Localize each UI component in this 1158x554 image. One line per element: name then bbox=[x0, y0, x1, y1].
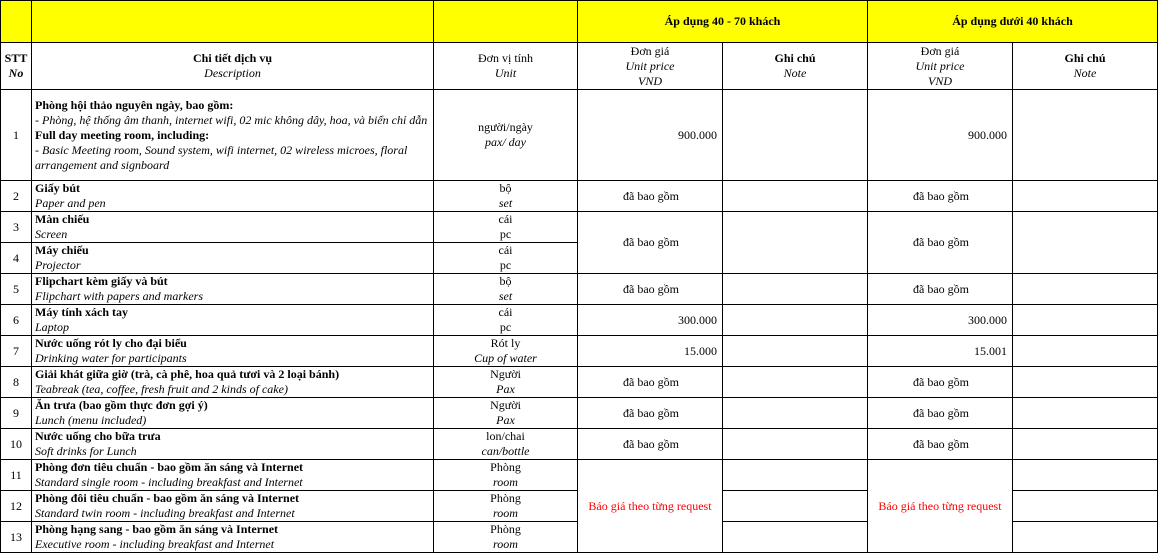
unit-en: set bbox=[498, 289, 513, 303]
row-unit bbox=[434, 460, 578, 491]
note-group2 bbox=[1013, 367, 1158, 398]
row-no: 5 bbox=[1, 274, 32, 305]
unit-vi: cái bbox=[498, 305, 513, 319]
col-desc-vi: Chi tiết dịch vụ bbox=[192, 51, 272, 65]
desc-title: Giấy bút bbox=[35, 181, 81, 195]
desc-sub-en-2: arrangement and signboard bbox=[35, 157, 170, 172]
request-quote-group1: Báo giá theo từng request bbox=[578, 460, 723, 553]
unit-en: pc bbox=[499, 227, 512, 241]
unit-en: can/bottle bbox=[481, 444, 530, 458]
col-price2-header bbox=[868, 43, 1013, 90]
desc-sub: Soft drinks for Lunch bbox=[35, 444, 137, 458]
note-group2 bbox=[1013, 336, 1158, 367]
row-no: 6 bbox=[1, 305, 32, 336]
desc-title: Máy tính xách tay bbox=[35, 305, 128, 319]
price-group2: 300.000 bbox=[868, 305, 1013, 336]
note-group2 bbox=[1013, 429, 1158, 460]
unit-en: pax/ day bbox=[485, 135, 526, 149]
unit-vi: cái bbox=[498, 243, 513, 257]
col-price1-cur: VND bbox=[638, 73, 662, 88]
price-group2: 900.000 bbox=[868, 90, 1013, 181]
table-row bbox=[1, 181, 1158, 212]
row-description bbox=[32, 429, 434, 460]
unit-vi: Rót ly bbox=[490, 336, 521, 350]
table-row bbox=[1, 336, 1158, 367]
row-unit bbox=[434, 398, 578, 429]
row-description bbox=[32, 212, 434, 243]
unit-vi: Phòng bbox=[490, 491, 521, 505]
col-note1-header bbox=[723, 43, 868, 90]
note-group1 bbox=[723, 90, 868, 181]
row-unit bbox=[434, 181, 578, 212]
note-group2 bbox=[1013, 181, 1158, 212]
col-price2-cur: VND bbox=[928, 73, 952, 88]
table-row bbox=[1, 305, 1158, 336]
desc-sub: Flipchart with papers and markers bbox=[35, 289, 203, 303]
table-row bbox=[1, 429, 1158, 460]
row-unit bbox=[434, 491, 578, 522]
row-no: 10 bbox=[1, 429, 32, 460]
note-group1 bbox=[723, 274, 868, 305]
desc-title: Flipchart kèm giấy và bút bbox=[35, 274, 168, 288]
row-description bbox=[32, 398, 434, 429]
row-description bbox=[32, 336, 434, 367]
header-blank-desc bbox=[32, 1, 434, 43]
col-note1-en: Note bbox=[783, 66, 807, 80]
row-unit bbox=[434, 212, 578, 243]
table-row bbox=[1, 274, 1158, 305]
note-group1 bbox=[723, 336, 868, 367]
col-price1-vi: Đơn giá bbox=[630, 43, 670, 58]
col-unit-en: Unit bbox=[494, 66, 517, 80]
desc-title: Ăn trưa (bao gồm thực đơn gợi ý) bbox=[35, 398, 208, 412]
desc-sub: Projector bbox=[35, 258, 81, 272]
note-group1 bbox=[723, 181, 868, 212]
col-price1-header bbox=[578, 43, 723, 90]
price-group1: 900.000 bbox=[578, 90, 723, 181]
desc-title-en: Full day meeting room, including: bbox=[35, 127, 210, 142]
price-group2: 15.001 bbox=[868, 336, 1013, 367]
note-group1-merged bbox=[723, 212, 868, 274]
note-group1 bbox=[723, 305, 868, 336]
unit-vi: Người bbox=[490, 398, 521, 412]
price-group2: đã bao gồm bbox=[868, 429, 1013, 460]
unit-en: Pax bbox=[496, 382, 515, 396]
price-group2: đã bao gồm bbox=[868, 181, 1013, 212]
row-description bbox=[32, 367, 434, 398]
desc-sub: Paper and pen bbox=[35, 196, 106, 210]
note-group1 bbox=[723, 491, 868, 522]
header-blank-unit bbox=[434, 1, 578, 43]
row-description bbox=[32, 274, 434, 305]
desc-sub: Standard twin room - including breakfast and Internet bbox=[35, 506, 295, 520]
col-unit-header bbox=[434, 43, 578, 90]
desc-title-vi: Phòng hội thảo nguyên ngày, bao gồm: bbox=[35, 97, 234, 112]
group1-title: Áp dụng 40 - 70 khách bbox=[578, 1, 868, 43]
price-group1: đã bao gồm bbox=[578, 398, 723, 429]
desc-title: Phòng đôi tiêu chuẩn - bao gồm ăn sáng và Internet bbox=[35, 491, 300, 505]
row-description bbox=[32, 460, 434, 491]
row-no: 9 bbox=[1, 398, 32, 429]
desc-title: Nước uống rót ly cho đại biểu bbox=[35, 336, 187, 350]
note-group1 bbox=[723, 460, 868, 491]
unit-vi: Phòng bbox=[490, 522, 521, 536]
note-group2 bbox=[1013, 305, 1158, 336]
unit-en: room bbox=[493, 475, 518, 489]
row-description bbox=[32, 181, 434, 212]
row-unit bbox=[434, 429, 578, 460]
note-group1 bbox=[723, 429, 868, 460]
group2-title: Áp dụng dưới 40 khách bbox=[868, 1, 1158, 43]
col-desc-header bbox=[32, 43, 434, 90]
table-row bbox=[1, 398, 1158, 429]
note-group2-merged bbox=[1013, 212, 1158, 274]
row-no: 12 bbox=[1, 491, 32, 522]
unit-vi: lon/chai bbox=[486, 429, 525, 443]
col-note2-en: Note bbox=[1073, 66, 1097, 80]
row-unit bbox=[434, 522, 578, 553]
row-description bbox=[32, 90, 434, 181]
row-description bbox=[32, 491, 434, 522]
price-group1: 300.000 bbox=[578, 305, 723, 336]
desc-title: Giải khát giữa giờ (trà, cà phê, hoa quả tươi và 2 loại bánh) bbox=[35, 367, 340, 381]
note-group2 bbox=[1013, 274, 1158, 305]
unit-en: Cup of water bbox=[474, 351, 537, 365]
row-unit bbox=[434, 90, 578, 181]
price-group1: 15.000 bbox=[578, 336, 723, 367]
table-row bbox=[1, 90, 1158, 181]
desc-sub-en-1: - Basic Meeting room, Sound system, wifi internet, 02 wireless microes, floral bbox=[35, 142, 408, 157]
row-no: 2 bbox=[1, 181, 32, 212]
col-price1-en: Unit price bbox=[625, 58, 675, 73]
price-group2: đã bao gồm bbox=[868, 367, 1013, 398]
note-group2 bbox=[1013, 90, 1158, 181]
col-price2-vi: Đơn giá bbox=[920, 43, 960, 58]
col-note2-header bbox=[1013, 43, 1158, 90]
col-desc-en: Description bbox=[204, 66, 261, 80]
col-no-vi: STT bbox=[4, 51, 28, 65]
row-description bbox=[32, 243, 434, 274]
desc-sub: Laptop bbox=[35, 320, 70, 334]
price-group1: đã bao gồm bbox=[578, 367, 723, 398]
unit-en: Pax bbox=[496, 413, 515, 427]
unit-vi: Phòng bbox=[490, 460, 521, 474]
price-group1: đã bao gồm bbox=[578, 274, 723, 305]
group-header-row bbox=[1, 1, 1158, 43]
note-group1 bbox=[723, 398, 868, 429]
desc-title: Nước uống cho bữa trưa bbox=[35, 429, 161, 443]
row-unit bbox=[434, 305, 578, 336]
row-no: 13 bbox=[1, 522, 32, 553]
col-unit-vi: Đơn vị tính bbox=[477, 51, 533, 65]
unit-en: pc bbox=[499, 320, 512, 334]
unit-vi: Người bbox=[490, 367, 521, 381]
note-group1 bbox=[723, 367, 868, 398]
desc-title: Màn chiếu bbox=[35, 212, 90, 226]
row-description bbox=[32, 305, 434, 336]
desc-title: Phòng hạng sang - bao gồm ăn sáng và Internet bbox=[35, 522, 279, 536]
unit-en: pc bbox=[499, 258, 512, 272]
row-no: 3 bbox=[1, 212, 32, 243]
desc-sub: Teabreak (tea, coffee, fresh fruit and 2 kinds of cake) bbox=[35, 382, 288, 396]
row-unit bbox=[434, 243, 578, 274]
col-note2-vi: Ghi chú bbox=[1064, 51, 1106, 65]
table-row bbox=[1, 367, 1158, 398]
row-no: 7 bbox=[1, 336, 32, 367]
desc-title: Phòng đơn tiêu chuẩn - bao gồm ăn sáng và Internet bbox=[35, 460, 304, 474]
col-price2-en: Unit price bbox=[915, 58, 965, 73]
unit-en: set bbox=[498, 196, 513, 210]
unit-vi: cái bbox=[498, 212, 513, 226]
desc-sub: Screen bbox=[35, 227, 68, 241]
desc-sub-vi: - Phòng, hệ thống âm thanh, internet wifi, 02 mic không dây, hoa, và biển chỉ dẫn bbox=[35, 112, 428, 127]
desc-title: Máy chiếu bbox=[35, 243, 89, 257]
price-group2: đã bao gồm bbox=[868, 398, 1013, 429]
row-no: 8 bbox=[1, 367, 32, 398]
table-row bbox=[1, 212, 1158, 243]
desc-sub: Drinking water for participants bbox=[35, 351, 187, 365]
col-no-header bbox=[1, 43, 32, 90]
price-group2: đã bao gồm bbox=[868, 274, 1013, 305]
unit-vi: bộ bbox=[499, 181, 512, 195]
table-row bbox=[1, 460, 1158, 491]
desc-sub: Standard single room - including breakfast and Internet bbox=[35, 475, 303, 489]
unit-vi: người/ngày bbox=[478, 120, 533, 134]
row-no: 4 bbox=[1, 243, 32, 274]
note-group2 bbox=[1013, 522, 1158, 553]
row-description bbox=[32, 522, 434, 553]
row-unit bbox=[434, 367, 578, 398]
price-group1: đã bao gồm bbox=[578, 429, 723, 460]
row-no: 11 bbox=[1, 460, 32, 491]
unit-en: room bbox=[493, 537, 518, 551]
price-group2-merged: đã bao gồm bbox=[868, 212, 1013, 274]
header-blank-no bbox=[1, 1, 32, 43]
col-no-en: No bbox=[8, 66, 24, 80]
price-group1-merged: đã bao gồm bbox=[578, 212, 723, 274]
request-quote-group2: Báo giá theo từng request bbox=[868, 460, 1013, 553]
price-group1: đã bao gồm bbox=[578, 181, 723, 212]
column-header-row bbox=[1, 43, 1158, 90]
unit-en: room bbox=[493, 506, 518, 520]
row-no: 1 bbox=[1, 90, 32, 181]
desc-sub: Lunch (menu included) bbox=[35, 413, 147, 427]
unit-vi: bộ bbox=[499, 274, 512, 288]
col-note1-vi: Ghi chú bbox=[774, 51, 816, 65]
row-unit bbox=[434, 336, 578, 367]
row-unit bbox=[434, 274, 578, 305]
note-group1 bbox=[723, 522, 868, 553]
note-group2 bbox=[1013, 460, 1158, 491]
note-group2 bbox=[1013, 398, 1158, 429]
desc-sub: Executive room - including breakfast and Internet bbox=[35, 537, 275, 551]
note-group2 bbox=[1013, 491, 1158, 522]
